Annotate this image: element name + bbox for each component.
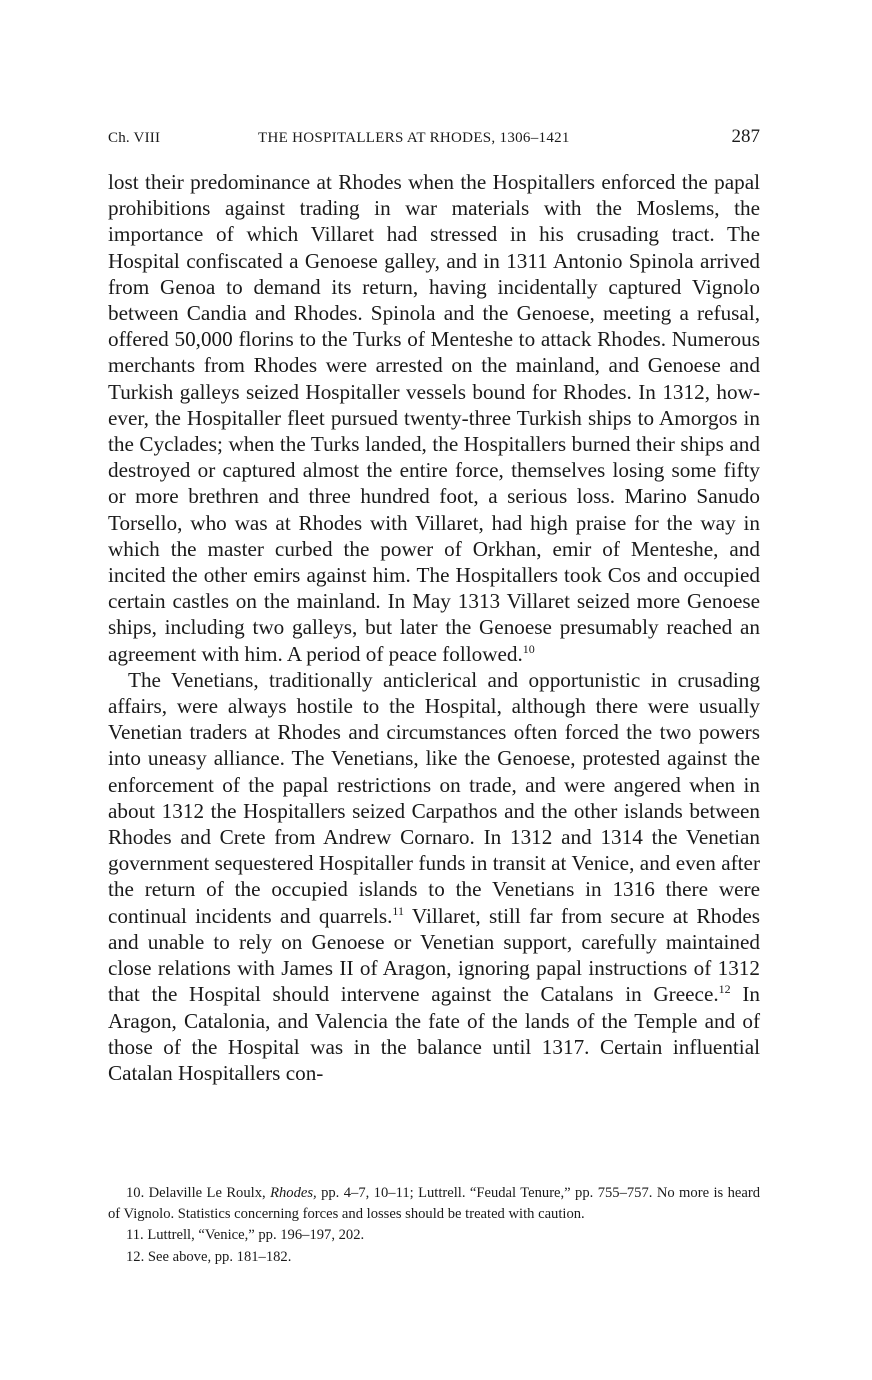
- main-text: [108, 169, 760, 1086]
- paragraph-2-text-b: Villaret, still far from secure at Rhodes and unable to rely on Genoese or Venetian support, carefully maintained close relations with James II of Aragon, ignoring papal instructions of 1312 that the Hospital should intervene against the Catalans in Greece.: [108, 903, 760, 1007]
- footnote-10-text-a: 10. Delaville Le Roulx,: [126, 1185, 271, 1201]
- footnote-10: [108, 1183, 760, 1224]
- running-head: [108, 126, 760, 154]
- footnote-12: 12. See above, pp. 181–182.: [126, 1248, 292, 1265]
- footnotes: [108, 1183, 760, 1268]
- footnote-ref-10: 10: [522, 641, 535, 656]
- running-title: THE HOSPITALLERS AT RHODES, 1306–1421: [258, 130, 570, 146]
- paragraph-2-text-a: The Venetians, traditionally anticlerical and opportunistic in crusading affairs, were always hostile to the Hospital, although there were usually Venetian traders at Rhodes and circumstances often forced the two powers into uneasy alliance. The Venetians, like the Genoese, protested against the enforcement of the papal restrictions on trade, and were angered when in about 1312 the Hospitallers seized Carpathos and the other islands between Rhodes and Crete from Andrew Cornaro. In 1312 and 1314 the Venetian government sequestered Hospitaller funds in transit at Venice, and even after the return of the occupied islands to the Venetians in 1316 there were continual incidents and quarrels.: [108, 667, 760, 928]
- paragraph-1-text: lost their predominance at Rhodes when the Hospitallers enforced the papal prohibitions against trading in war materials with the Moslems, the importance of which Villaret had stressed in his crusading tract. The Hospital confiscated a Genoese galley, and in 1311 Antonio Spinola arrived from Genoa to demand its return, having incidentally captured Vignolo between Candia and Rhodes. Spinola and the Genoese, meeting a refusal, offered 50,000 florins to the Turks of Menteshe to attack Rhodes. Numerous merchants from Rhodes were arrested on the mainland, and Genoese and Turkish galleys seized Hospitaller vessels bound for Rhodes. In 1312, however, the Hospitaller fleet pursued twenty-three Turkish ships to Amorgos in the Cyclades; when the Turks landed, the Hospitallers burned their ships and destroyed or captured almost the entire force, themselves losing some fifty or more brethren and three hundred foot, a serious loss. Marino Sanudo Torsello, who was at Rhodes with Villaret, had high praise for the way in which the master curbed the power of Orkhan, emir of Menteshe, and incited the other emirs against him. The Hospitallers took Cos and occupied certain castles on the mainland. In May 1313 Villaret seized more Genoese ships, including two galleys, but later the Genoese presumably reached an agreement with him. A period of peace followed.: [108, 170, 760, 666]
- footnote-11: 11. Luttrell, “Venice,” pp. 196–197, 202.: [126, 1227, 365, 1243]
- footnote-ref-11: 11: [392, 903, 404, 918]
- page-number: 287: [731, 126, 760, 147]
- footnote-10-italic-title: Rhodes,: [270, 1185, 317, 1201]
- chapter-label: Ch. VIII: [108, 130, 161, 146]
- footnote-10-text-b: pp. 4–7, 10–11; Luttrell. “Feudal Tenure,” pp. 755–757. No more is heard of Vignolo. Statistics concerning forces and losses should be treated with caution.: [108, 1185, 760, 1222]
- paragraph-2: [108, 667, 760, 1086]
- paragraph-2-text-c: In Aragon, Catalonia, and Valencia the fate of the lands of the Temple and of those of the Hospital was in the balance until 1317. Certain influential Catalan Hospitallers con-: [108, 982, 761, 1085]
- footnote-ref-12: 12: [718, 982, 731, 997]
- paragraph-1: [108, 169, 760, 667]
